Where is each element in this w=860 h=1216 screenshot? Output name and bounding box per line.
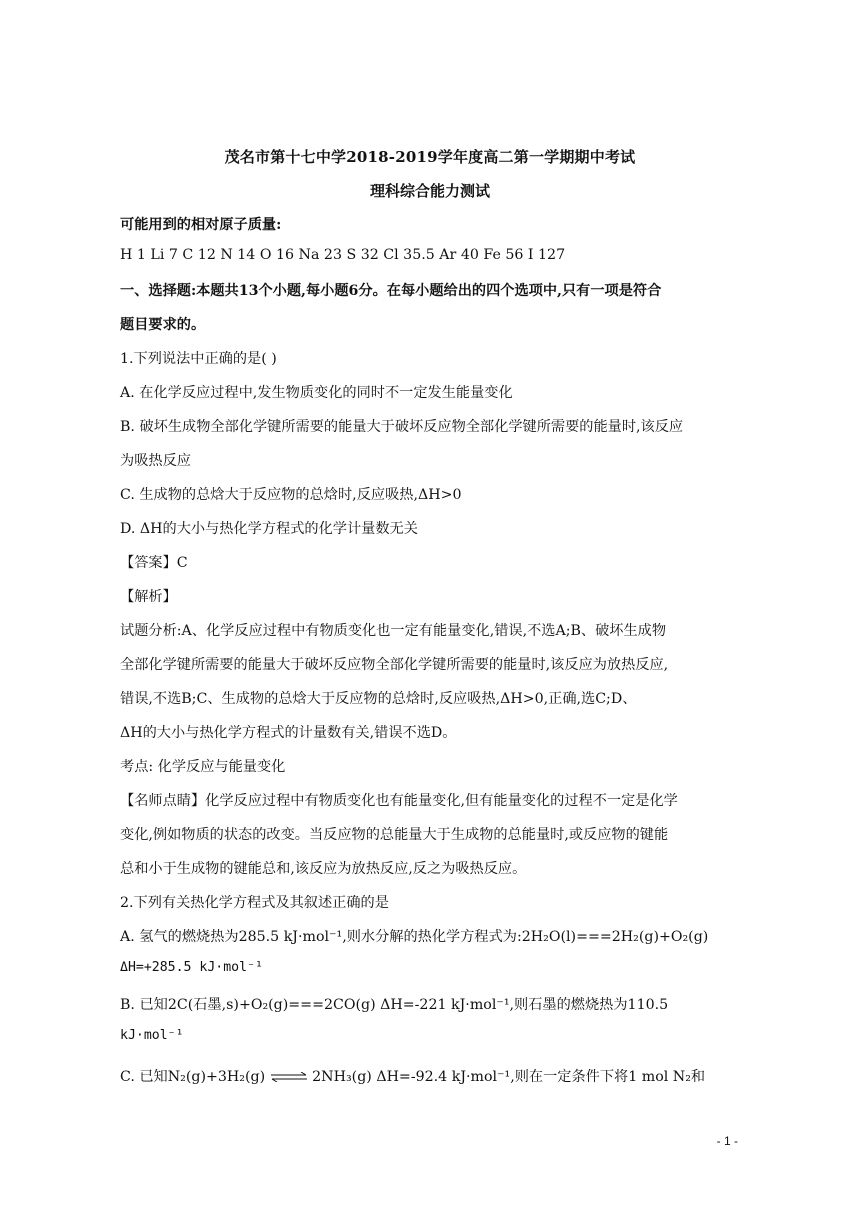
- question-2-option-c-line1: [120, 1066, 740, 1086]
- section-heading-line2: 题目要求的。: [120, 317, 206, 333]
- question-1-tip-line3: 总和小于生成物的键能总和,该反应为放热反应,反之为吸热反应。: [120, 861, 527, 877]
- question-1-analysis-line1: 试题分析:A、化学反应过程中有物质变化也一定有能量变化,错误,不选A;B、破坏生成物: [120, 623, 667, 639]
- question-1-analysis-line2: 全部化学键所需要的能量大于破坏反应物全部化学键所需要的能量时,该反应为放热反应,: [120, 657, 669, 673]
- atomic-mass-heading: 可能用到的相对原子质量:: [120, 217, 282, 233]
- option-c-suffix: 2NH₃(g) ΔH=-92.4 kJ·mol⁻¹,则在一定条件下将1 mol N₂和: [312, 1069, 706, 1085]
- question-1-kaodian: 考点: 化学反应与能量变化: [120, 759, 286, 775]
- page-subtitle: 理科综合能力测试: [369, 182, 490, 200]
- question-1-tip-line1: 【名师点睛】化学反应过程中有物质变化也有能量变化,但有能量变化的过程不一定是化学: [120, 793, 678, 809]
- question-1-option-b-line2: 为吸热反应: [120, 453, 191, 469]
- section-heading-line1: 一、选择题:本题共13个小题,每小题6分。在每小题给出的四个选项中,只有一项是符合: [120, 283, 662, 299]
- question-2-option-b-line2: kJ·mol⁻¹: [120, 1028, 184, 1043]
- question-1-analysis-heading: 【解析】: [120, 589, 177, 605]
- question-1-analysis-line3: 错误,不选B;C、生成物的总焓大于反应物的总焓时,反应吸热,ΔH>0,正确,选C;D、: [120, 691, 637, 707]
- page-title: 茂名市第十七中学2018-2019学年度高二第一学期期中考试: [224, 148, 636, 166]
- question-2-stem: 2.下列有关热化学方程式及其叙述正确的是: [120, 895, 389, 911]
- question-1-answer: 【答案】C: [120, 555, 188, 571]
- question-1-option-d: D. ΔH的大小与热化学方程式的化学计量数无关: [120, 521, 418, 537]
- question-1-analysis-line4: ΔH的大小与热化学方程式的计量数有关,错误不选D。: [120, 725, 457, 741]
- question-1-option-a: A. 在化学反应过程中,发生物质变化的同时不一定发生能量变化: [120, 385, 513, 401]
- question-2-option-a-line2: ΔH=+285.5 kJ·mol⁻¹: [120, 960, 263, 975]
- question-1-option-b-line1: B. 破坏生成物全部化学键所需要的能量大于破坏反应物全部化学键所需要的能量时,该反应: [120, 419, 684, 435]
- question-1-stem: 1.下列说法中正确的是( ): [120, 351, 277, 367]
- question-2-option-b-line1: B. 已知2C(石墨,s)+O₂(g)===2CO(g) ΔH=-221 kJ·mol⁻¹,则石墨的燃烧热为110.5: [120, 997, 669, 1013]
- question-1-tip-line2: 变化,例如物质的状态的改变。当反应物的总能量大于生成物的总能量时,或反应物的键能: [120, 827, 669, 843]
- question-1-option-c: C. 生成物的总焓大于反应物的总焓时,反应吸热,ΔH>0: [120, 487, 462, 503]
- question-2-option-a-line1: A. 氢气的燃烧热为285.5 kJ·mol⁻¹,则水分解的热化学方程式为:2H₂O(l)===2H₂(g)+O₂(g): [120, 929, 709, 945]
- atomic-mass-list: H 1 Li 7 C 12 N 14 O 16 Na 23 S 32 Cl 35.5 Ar 40 Fe 56 I 127: [120, 247, 566, 263]
- option-c-prefix: C. 已知N₂(g)+3H₂(g): [120, 1069, 266, 1085]
- page-number: - 1 -: [716, 1134, 738, 1148]
- reversible-arrow-icon: [270, 1072, 308, 1082]
